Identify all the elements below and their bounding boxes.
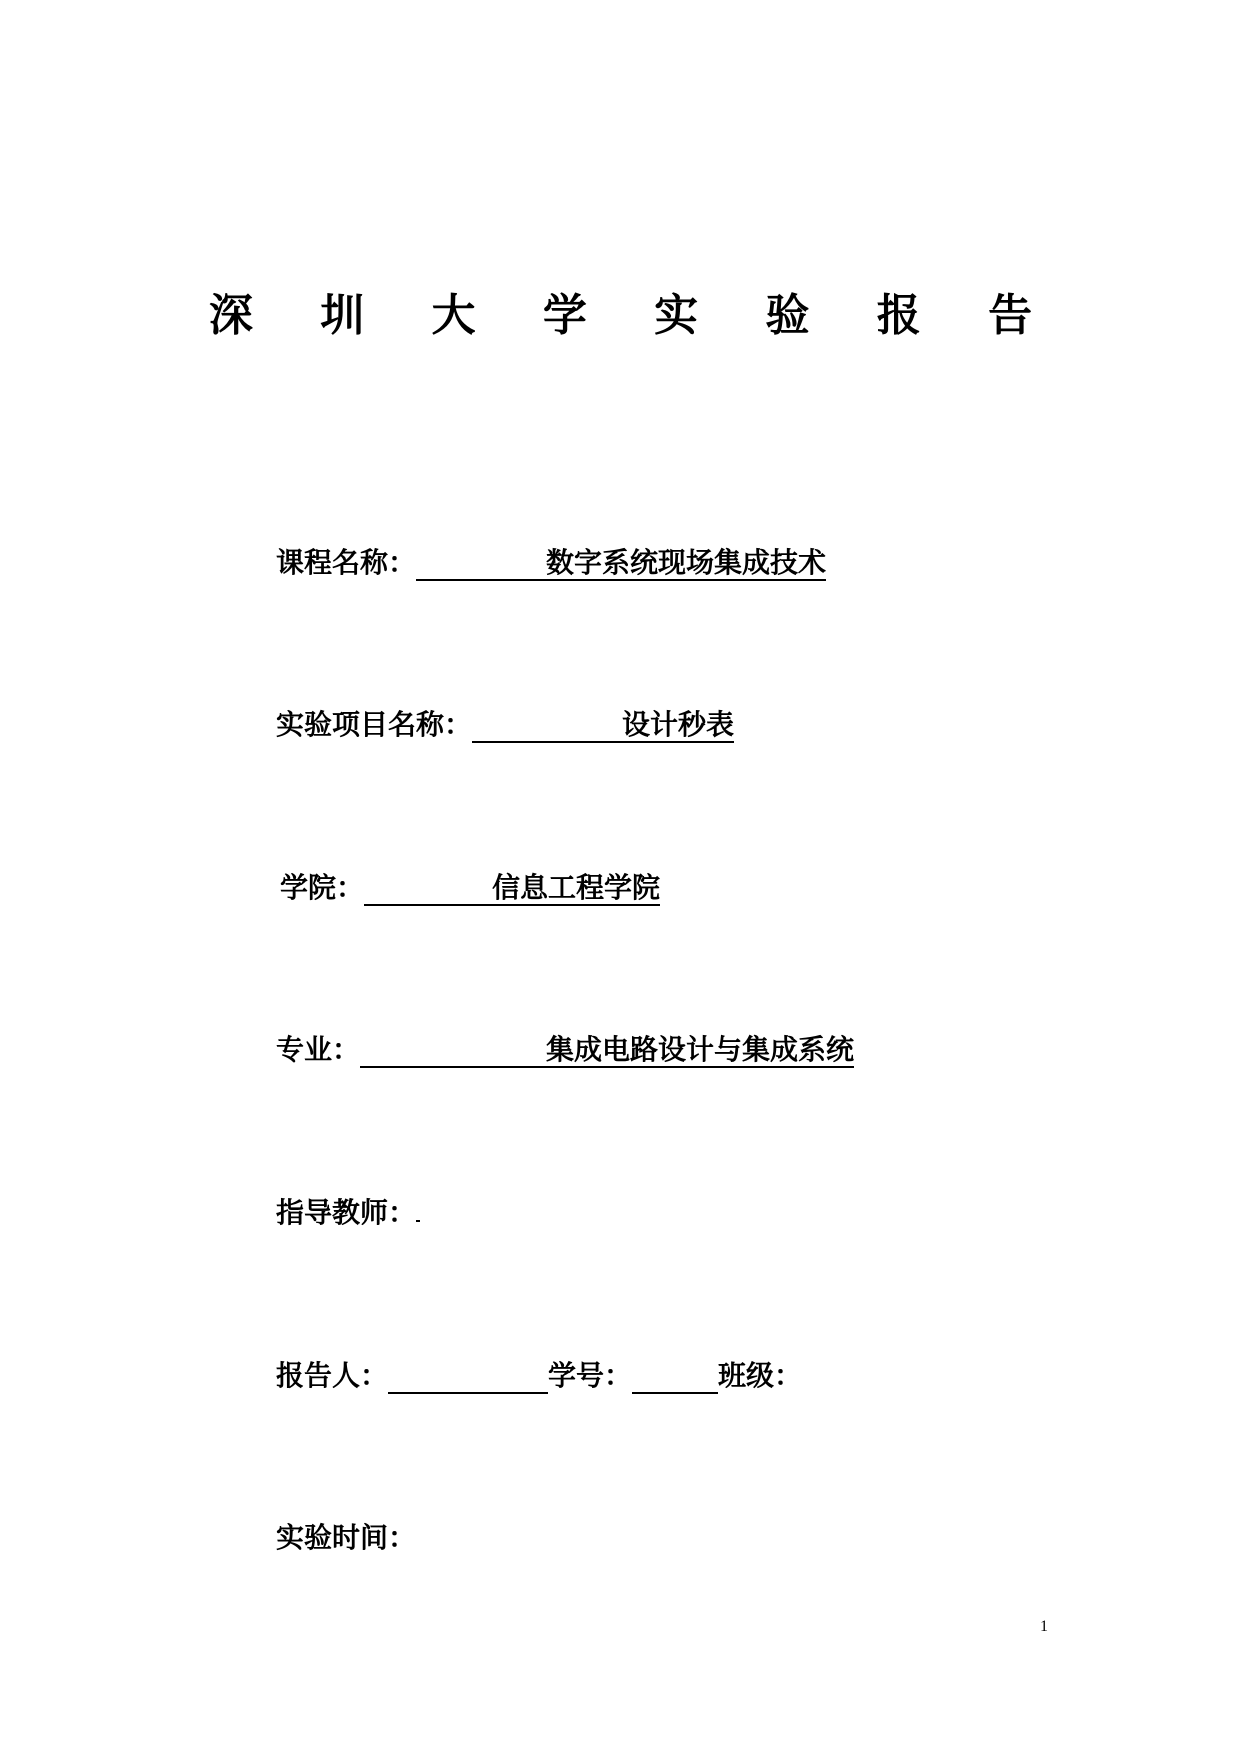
time-label: 实验时间： [276,1521,417,1554]
advisor-label: 指导教师： [276,1196,417,1229]
college-field [280,870,660,906]
student-id-label: 学号： [548,1359,633,1392]
major-label: 专业： [276,1033,361,1066]
reporter-blank [388,1362,548,1394]
college-value: 信息工程学院 [364,872,660,906]
report-title: 深 圳 大 学 实 验 报 告 [208,290,1059,341]
major-field [276,1032,854,1068]
course-value: 数字系统现场集成技术 [416,547,826,581]
major-value: 集成电路设计与集成系统 [360,1034,854,1068]
college-label: 学院： [280,871,365,904]
class-label: 班级： [718,1359,803,1392]
course-field [276,545,826,581]
advisor-field [276,1195,420,1231]
reporter-label: 报告人： [276,1359,389,1392]
project-label: 实验项目名称： [276,708,473,741]
reporter-field [276,1358,802,1394]
page-number: 1 [1040,1618,1048,1635]
time-field [276,1520,416,1556]
course-label: 课程名称： [276,546,417,579]
project-field [276,707,734,743]
advisor-value [416,1220,420,1222]
project-value: 设计秒表 [472,709,734,743]
student-id-blank [632,1362,718,1394]
